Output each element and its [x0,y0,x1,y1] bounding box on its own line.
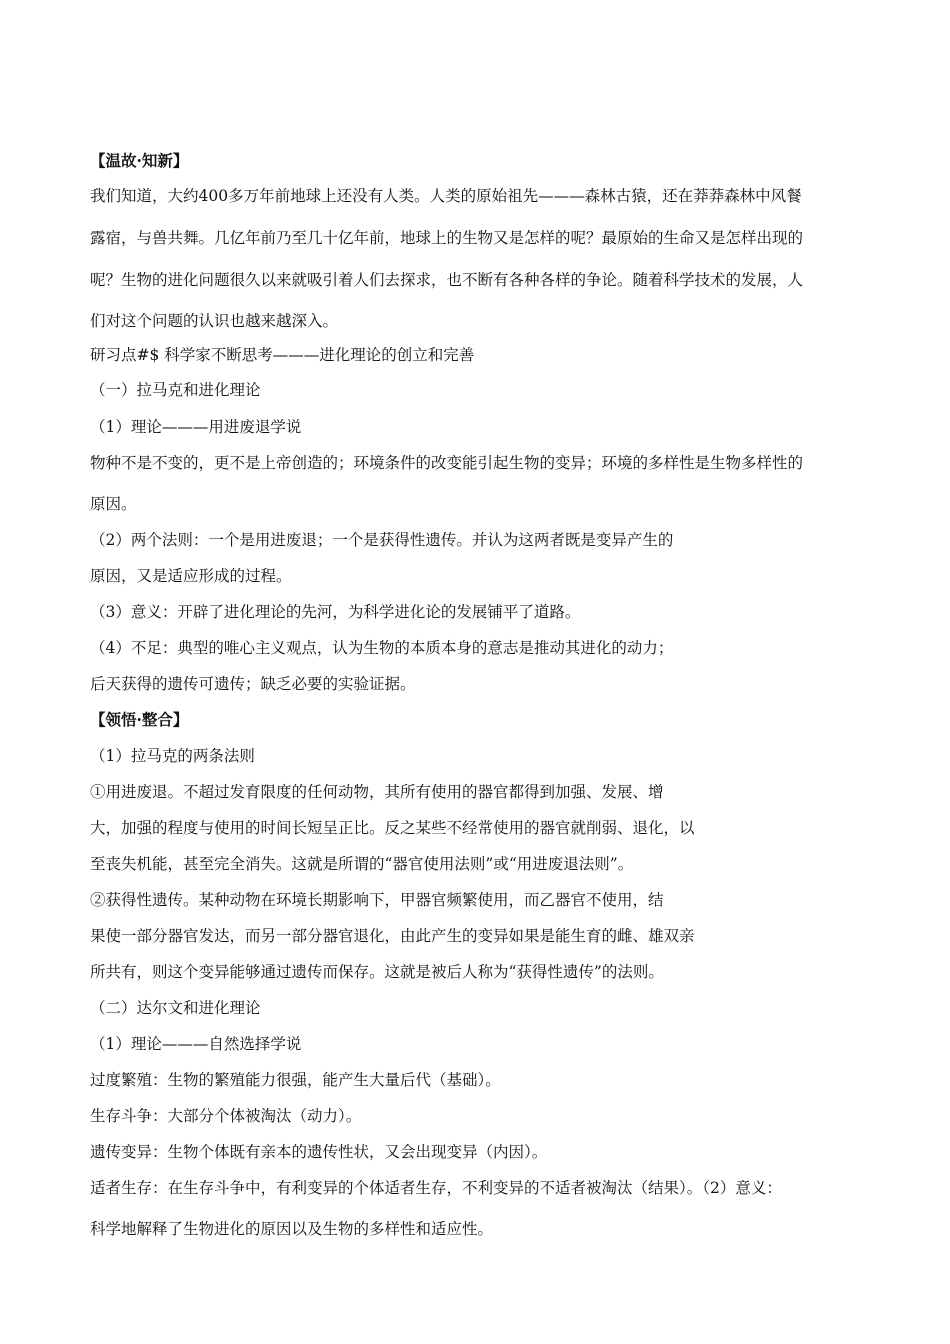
part1-title: （一）拉马克和进化理论 [90,381,261,399]
p2-theory-title: （1）理论———自然选择学说 [90,1035,302,1053]
law1-line: 大，加强的程度与使用的时间长短呈正比。反之某些不经常使用的器官就削弱、退化，以 [90,819,695,837]
p1-theory-title: （1）理论———用进废退学说 [90,418,302,436]
p2-point: 适者生存：在生存斗争中，有利变异的个体适者生存，不利变异的不适者被淘汰（结果）。（2）意义： [90,1179,782,1197]
p1-shortcoming: （4）不足：典型的唯心主义观点，认为生物的本质本身的意志是推动其进化的动力； [90,639,674,657]
part2-title: （二）达尔文和进化理论 [90,999,261,1017]
p2-point: 科学地解释了生物进化的原因以及生物的多样性和适应性。 [90,1220,494,1238]
p1-meaning: （3）意义：开辟了进化理论的先河，为科学进化论的发展铺平了道路。 [90,603,581,621]
p2-point: 过度繁殖：生物的繁殖能力很强，能产生大量后代（基础）。 [90,1071,501,1089]
law2-line: 果使一部分器官发达，而另一部分器官退化，由此产生的变异如果是能生育的雌、雄双亲 [90,927,695,945]
p1-laws: （2）两个法则：一个是用进废退；一个是获得性遗传。并认为这两者既是变异产生的 [90,531,674,549]
p1-theory-text: 物种不是不变的，更不是上帝创造的；环境条件的改变能引起生物的变异；环境的多样性是生物多样性的 [90,454,804,472]
intro-line: 我们知道，大约400多万年前地球上还没有人类。人类的原始祖先———森林古猿，还在莽莽森林中风餐 [90,187,802,205]
intro-line: 们对这个问题的认识也越来越深入。 [90,312,339,330]
study-point-title: 研习点#$ 科学家不断思考———进化理论的创立和完善 [90,346,475,364]
p1-shortcoming: 后天获得的遗传可遗传；缺乏必要的实验证据。 [90,675,416,693]
p2-point: 生存斗争：大部分个体被淘汰（动力）。 [90,1107,362,1125]
p1-theory-text: 原因。 [90,495,137,513]
law2-line: ②获得性遗传。某种动物在环境长期影响下，甲器官频繁使用，而乙器官不使用，结 [90,891,664,909]
section-header-review: 【温故·知新】 [90,151,189,170]
p1-laws: 原因，又是适应形成的过程。 [90,567,292,585]
law1-line: ①用进废退。不超过发育限度的任何动物，其所有使用的器官都得到加强、发展、增 [90,783,664,801]
intro-line: 呢？生物的进化问题很久以来就吸引着人们去探求，也不断有各种各样的争论。随着科学技术的发展，人 [90,271,804,289]
lamarck-laws-title: （1）拉马克的两条法则 [90,747,255,765]
section-header-insight: 【领悟·整合】 [90,710,189,729]
law1-line: 至丧失机能，甚至完全消失。这就是所谓的“器官使用法则”或“用进废退法则”。 [90,855,634,873]
p2-point: 遗传变异：生物个体既有亲本的遗传性状，又会出现变异（内因）。 [90,1143,548,1161]
intro-line: 露宿，与兽共舞。几亿年前乃至几十亿年前，地球上的生物又是怎样的呢？最原始的生命又是怎样出现的 [90,229,804,247]
law2-line: 所共有，则这个变异能够通过遗传而保存。这就是被后人称为“获得性遗传”的法则。 [90,963,664,981]
